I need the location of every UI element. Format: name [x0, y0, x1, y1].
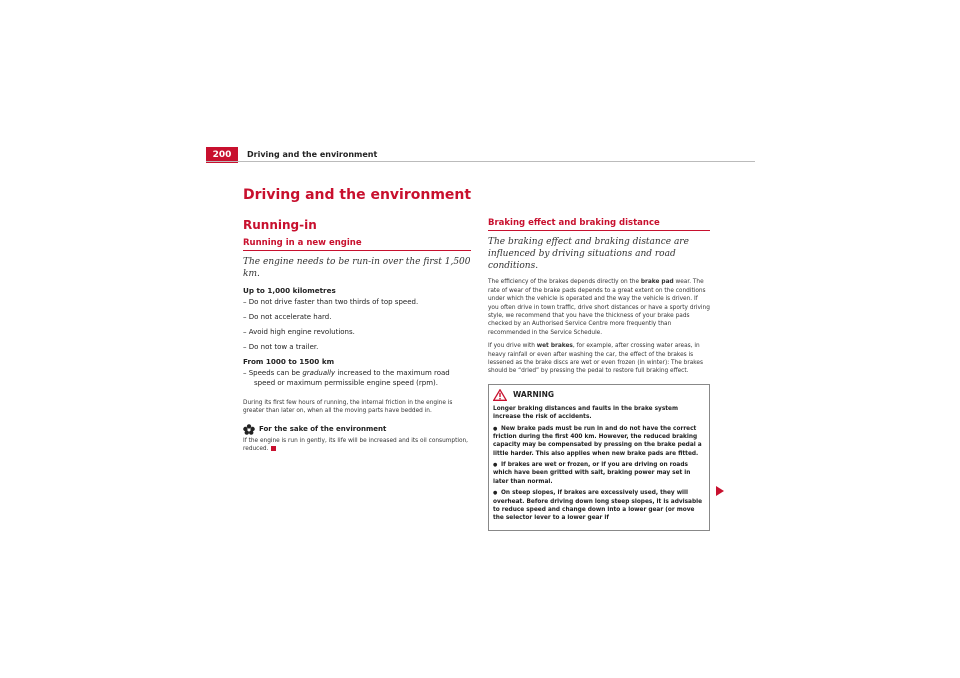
warning-bullet: ● On steep slopes, if brakes are excessively used, they will overheat. Before driving down long steep slopes, it is advisable to reduce speed and change down into a lower gear (or move the selector lever to a lower gear if	[493, 489, 705, 523]
page-number: 200	[206, 147, 238, 163]
running-title: Driving and the environment	[247, 150, 378, 159]
flower-icon	[243, 424, 255, 435]
running-in-note: During its first few hours of running, the internal friction in the engine is greater than later on, when all the moving parts have bedded in.	[243, 400, 453, 415]
list-item: – Avoid high engine revolutions.	[243, 328, 471, 338]
header-divider	[206, 161, 755, 162]
environment-heading	[243, 424, 471, 435]
label-up-to-1000: Up to 1,000 kilometres	[243, 286, 336, 296]
environment-title: For the sake of the environment	[259, 425, 387, 434]
warning-bullet: ● New brake pads must be run in and do not have the correct friction during the first 400 km. However, the reduced braking capacity may be compensated by pressing on the brake pedal a little harder. This also applies when new brake pads are fitted.	[493, 425, 705, 459]
environment-text: If the engine is run in gently, its life will be increased and its oil consumption, reduced.	[243, 437, 469, 453]
lead-braking: The braking effect and braking distance are influenced by driving situations and road conditions.	[488, 237, 689, 272]
list-item: – Speeds can be gradually increased to the maximum road speed or maximum permissible engine speed (rpm).	[243, 369, 471, 389]
list-1000-to-1500	[243, 369, 471, 389]
subsection-title-braking: Braking effect and braking distance	[488, 218, 710, 231]
warning-title: WARNING	[513, 390, 555, 400]
warning-intro: Longer braking distances and faults in the brake system increase the risk of accidents.	[493, 405, 679, 421]
subsection-title-new-engine: Running in a new engine	[243, 238, 471, 251]
chapter-title: Driving and the environment	[243, 187, 472, 203]
list-item: – Do not drive faster than two thirds of top speed.	[243, 298, 471, 308]
list-item: – Do not tow a trailer.	[243, 343, 471, 353]
warning-triangle-icon	[493, 389, 507, 401]
warning-box	[488, 384, 710, 531]
end-of-section-marker	[271, 446, 276, 451]
warning-bullet: ● If brakes are wet or frozen, or if you are driving on roads which have been gritted with salt, braking power may set in later than normal.	[493, 461, 705, 486]
left-column	[243, 218, 471, 459]
continued-arrow-icon	[716, 486, 724, 496]
list-item: – Do not accelerate hard.	[243, 313, 471, 323]
right-column	[488, 218, 710, 531]
list-up-to-1000	[243, 298, 471, 352]
paragraph-wet-brakes: If you drive with wet brakes, for example, after crossing water areas, in heavy rainfall or even after washing the car, the effect of the brakes is lessened as the brake discs are wet or even frozen (in winter): The brakes should be “dried” by pressing the pedal to restore full braking effect.	[488, 343, 703, 375]
lead-running-in: The engine needs to be run-in over the first 1,500 km.	[243, 257, 471, 280]
warning-header	[493, 389, 705, 401]
paragraph-brake-pad: The efficiency of the brakes depends directly on the brake pad wear. The rate of wear of the brake pads depends to a great extent on the conditions under which the vehicle is operated and the way the vehicle is driven. If you often drive in town traffic, drive short distances or have a sporty driving style, we recommend that you have the thickness of your brake pads checked by an Authorised Service Centre more frequently than recommended in the Service Schedule.	[488, 279, 710, 336]
label-1000-to-1500: From 1000 to 1500 km	[243, 357, 335, 367]
section-title-running-in: Running-in	[243, 218, 317, 232]
